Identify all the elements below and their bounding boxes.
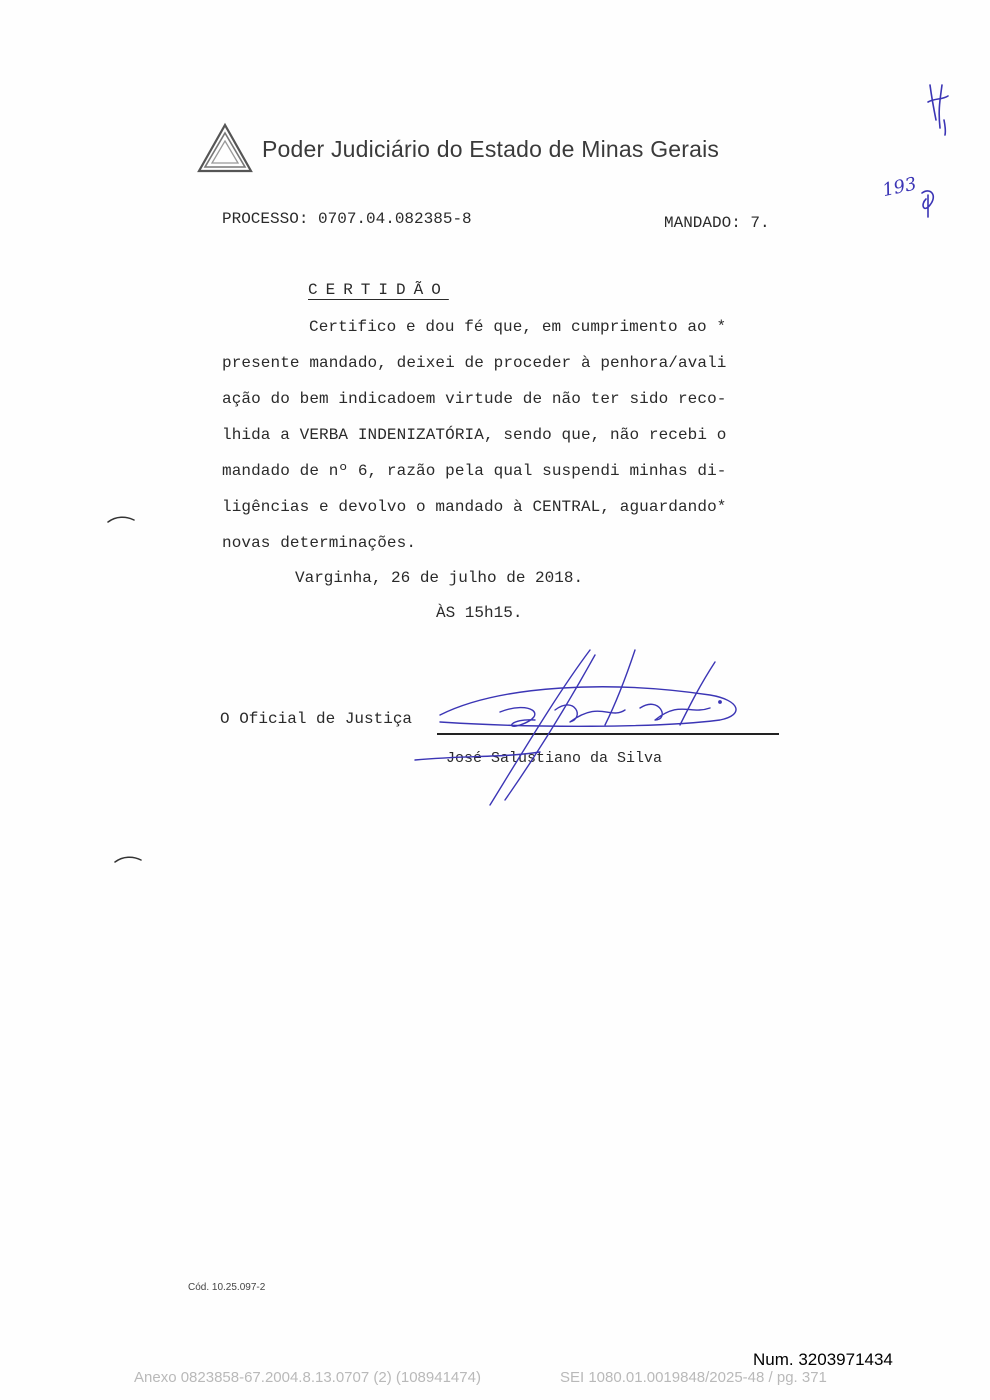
certificate-line: ligências e devolvo o mandado à CENTRAL, aguardando*: [222, 498, 727, 516]
case-number: PROCESSO: 0707.04.082385-8: [222, 210, 472, 228]
annex-reference: Anexo 0823858-67.2004.8.13.0707 (2) (108941474): [134, 1369, 481, 1386]
certificate-line: ação do bem indicadoem virtude de não ter sido reco-: [222, 390, 727, 408]
place-and-date: Varginha, 26 de julho de 2018.: [295, 569, 584, 587]
form-code: Cód. 10.25.097-2: [188, 1282, 266, 1293]
sei-reference: SEI 1080.01.0019848/2025-48 / pg. 371: [560, 1369, 827, 1386]
certificate-line: lhida a VERBA INDENIZATÓRIA, sendo que, não recebi o: [222, 426, 727, 444]
certificate-line: novas determinações.: [222, 534, 417, 552]
court-name-heading: Poder Judiciário do Estado de Minas Gerais: [262, 136, 720, 162]
document-number: Num. 3203971434: [753, 1350, 893, 1369]
margin-tick-mark: [106, 512, 136, 526]
handwritten-signature: [410, 640, 755, 810]
certificate-line: mandado de nº 6, razão pela qual suspendi minhas di-: [222, 462, 727, 480]
certificate-time: ÀS 15h15.: [436, 604, 523, 622]
handwritten-page-number: [878, 165, 948, 225]
handwritten-initials-mark: [920, 80, 960, 140]
writ-number: MANDADO: 7.: [664, 214, 770, 232]
officer-label: O Oficial de Justiça: [220, 710, 413, 728]
certificate-line: presente mandado, deixei de proceder à penhora/avali: [222, 354, 727, 372]
page-number-text: 193: [880, 173, 919, 202]
officer-name: José Salustiano da Silva: [446, 750, 663, 767]
margin-tick-mark: [113, 852, 143, 866]
certificate-title: CERTIDÃO: [308, 281, 449, 299]
court-triangle-logo: [196, 122, 254, 174]
certificate-line: Certifico e dou fé que, em cumprimento ao *: [309, 318, 727, 336]
